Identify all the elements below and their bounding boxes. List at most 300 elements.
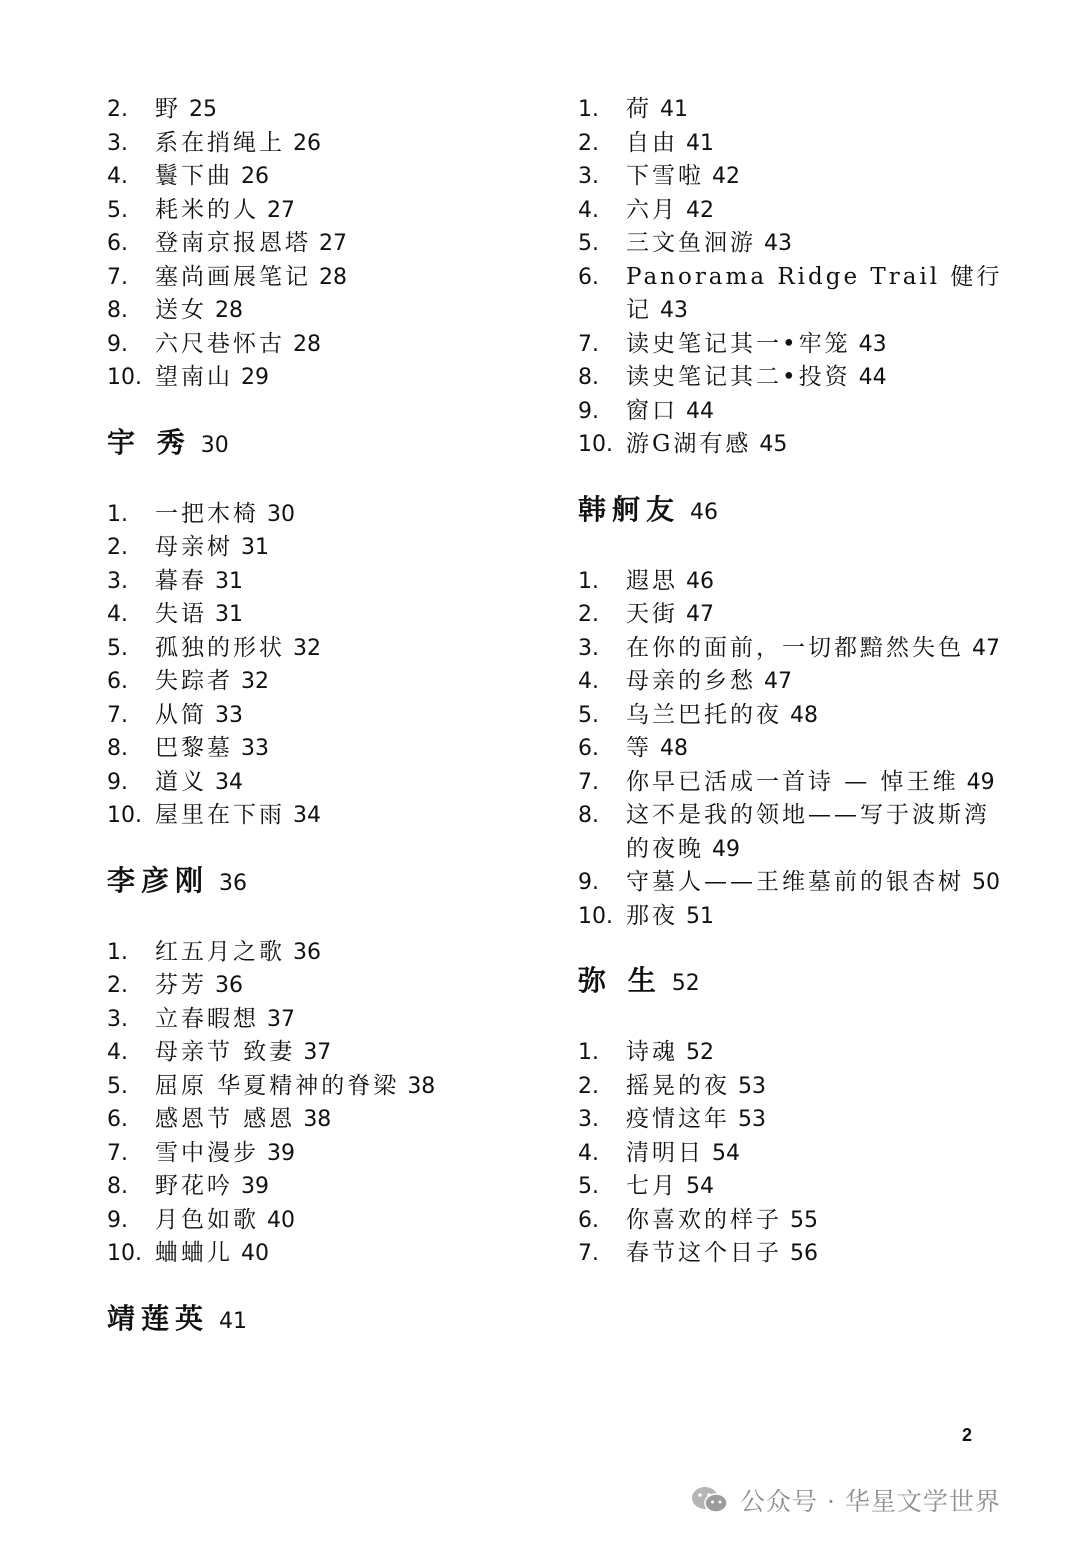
toc-entry [578,900,1008,934]
entry-number: 4. [107,164,128,189]
entry-title: 芬芳 [155,972,207,998]
entry-number: 9. [107,331,128,357]
toc-entry [578,1170,1008,1204]
entry-number: 6. [107,1107,128,1132]
entry-page-number: 49 [966,769,995,795]
entry-title: 守墓人——王维墓前的银杏树 [626,869,964,895]
entry-number: 2. [107,973,128,998]
entry-title-wrap [155,732,537,766]
entry-page-number: 27 [267,197,295,223]
entry-title: 登南京报恩塔 [155,230,311,256]
entry-number: 7. [578,769,599,795]
entry-title-wrap [626,1204,1008,1238]
entry-number: 4. [578,669,599,694]
toc-entry [107,598,537,632]
entry-page-number: 28 [319,264,347,290]
entry-title-wrap [626,328,1008,362]
entry-title-wrap [155,1003,537,1037]
entry-number: 3. [107,1006,128,1032]
entry-title: Panorama Ridge Trail 健行记 [626,263,1003,323]
entry-title-wrap [155,498,537,532]
entry-page-number: 33 [241,736,269,761]
toc-entry [107,1003,537,1037]
entry-title: 巴黎墓 [155,735,233,761]
entry-number: 1. [578,568,599,594]
author-name: 靖莲英 [107,1301,210,1335]
entry-title: 春节这个日子 [626,1240,782,1266]
entry-page-number: 33 [215,702,243,728]
entry-number: 5. [578,231,599,256]
entry-title: 系在捎绳上 [155,129,285,156]
entry-title-wrap [155,1103,537,1137]
entry-title: 母亲树 [155,534,233,560]
entry-title: 感恩节 感恩 [155,1106,296,1132]
section-heading [107,861,537,904]
entry-title-wrap [626,194,1008,228]
toc-entry [578,632,1008,666]
toc-entry [578,328,1008,362]
entry-page-number: 53 [738,1073,766,1099]
entry-title-wrap [626,799,1008,866]
entry-title: 下雪啦 [626,163,704,189]
entry-number: 9. [578,398,599,424]
toc-entry [578,361,1008,395]
toc-entry [107,227,537,261]
toc-entry [107,1137,537,1171]
entry-page-number: 25 [189,97,217,122]
entry-title: 读史笔记其一•牢笼 [626,330,851,357]
entry-page-number: 48 [660,736,688,761]
section-heading [578,490,1008,533]
entry-number: 2. [578,130,599,156]
entry-title: 从简 [155,701,207,728]
entry-number: 7. [578,331,599,357]
entry-page-number: 42 [686,197,714,223]
toc-entry [107,127,537,161]
entry-title-wrap [626,565,1008,599]
entry-page-number: 32 [293,635,321,661]
toc-entry [107,766,537,800]
entry-number: 10. [107,365,142,390]
watermark-text: 公众号 · 华星文学世界 [740,1487,1001,1516]
entry-title-wrap [626,598,1008,632]
entry-page-number: 43 [858,331,887,357]
entry-title-wrap [155,1036,537,1070]
entry-title: 疫情这年 [626,1106,730,1132]
entry-title-wrap [155,127,537,161]
toc-entry [578,1036,1008,1070]
entry-page-number: 31 [215,568,243,594]
entry-title: 蛐蛐儿 [155,1240,233,1266]
entry-number: 2. [578,602,599,627]
toc-entry [107,732,537,766]
entry-number: 4. [107,1040,128,1065]
toc-entry [107,969,537,1003]
entry-page-number: 30 [267,501,295,527]
toc-entry [107,1036,537,1070]
entry-title-wrap [626,1036,1008,1070]
entry-title-wrap [626,766,1008,800]
entry-title-wrap [155,766,537,800]
author-name: 韩舸友 [578,492,681,526]
entry-number: 5. [107,1073,128,1099]
section-page-number: 41 [219,1308,248,1334]
entry-page-number: 32 [241,669,269,694]
entry-number: 2. [107,97,128,122]
entry-number: 10. [107,803,142,828]
entry-title-wrap [155,361,537,395]
entry-page-number: 44 [858,365,887,390]
entry-page-number: 51 [686,903,714,929]
entry-title-wrap [155,1204,537,1238]
section-heading [107,423,537,466]
entry-title-wrap [155,194,537,228]
entry-page-number: 45 [759,432,788,457]
entry-page-number: 47 [686,602,714,627]
entry-page-number: 53 [738,1107,766,1132]
toc-entry [578,1137,1008,1171]
entry-page-number: 39 [241,1174,269,1199]
entry-title-wrap [155,598,537,632]
entry-number: 3. [107,568,128,594]
entry-page-number: 47 [972,635,1000,661]
toc-entry [578,93,1008,127]
section-page-number: 52 [671,971,700,996]
entry-title: 游G湖有感 [626,431,752,457]
entry-page-number: 50 [972,870,1000,895]
wechat-icon [690,1485,730,1515]
entry-number: 5. [578,1174,599,1199]
entry-title-wrap [626,261,1008,328]
entry-number: 2. [578,1073,599,1099]
section-heading [107,1299,537,1342]
entry-title-wrap [155,699,537,733]
entry-title: 孤独的形状 [155,634,285,661]
toc-entry [578,261,1008,328]
entry-title-wrap [155,1070,537,1104]
entry-title-wrap [626,866,1008,900]
section-page-number: 36 [219,870,248,896]
author-name: 宇 秀 [107,425,191,459]
entry-page-number: 40 [241,1241,269,1266]
entry-page-number: 41 [660,97,688,122]
entry-title-wrap [626,227,1008,261]
entry-title-wrap [626,361,1008,395]
entry-page-number: 28 [293,331,321,357]
entry-page-number: 36 [293,939,321,965]
entry-title-wrap [155,1170,537,1204]
entry-page-number: 46 [686,568,714,594]
toc-entry [107,1237,537,1271]
entry-title-wrap [155,969,537,1003]
entry-page-number: 34 [215,769,243,795]
toc-entry [578,428,1008,462]
entry-page-number: 37 [267,1006,295,1032]
entry-number: 6. [578,736,599,761]
toc-entry [107,1103,537,1137]
entry-page-number: 34 [293,803,321,828]
entry-title-wrap [626,699,1008,733]
entry-title: 红五月之歌 [155,938,285,965]
toc-entry [578,227,1008,261]
page-number: 2 [962,1425,973,1445]
entry-page-number: 38 [407,1073,436,1099]
toc-entry [107,261,537,295]
entry-number: 2. [107,535,128,560]
entry-title: 六尺巷怀古 [155,330,285,357]
entry-title-wrap [626,1070,1008,1104]
entry-title: 自由 [626,129,678,156]
toc-entry [107,93,537,127]
entry-title: 读史笔记其二•投资 [626,364,851,390]
toc-entry [578,1070,1008,1104]
entry-page-number: 49 [712,836,740,862]
entry-page-number: 29 [241,365,269,390]
entry-title-wrap [626,900,1008,934]
entry-title: 遐思 [626,567,678,594]
toc-entry [107,699,537,733]
entry-title: 暮春 [155,567,207,594]
entry-title-wrap [155,160,537,194]
entry-number: 6. [578,264,599,290]
entry-number: 8. [107,1174,128,1199]
entry-title-wrap [626,1237,1008,1271]
entry-title-wrap [155,93,537,127]
entry-title: 道义 [155,768,207,795]
section-page-number: 30 [200,432,229,458]
entry-title: 清明日 [626,1139,704,1166]
entry-title: 屋里在下雨 [155,802,285,828]
entry-title: 一把木椅 [155,500,259,527]
entry-number: 3. [578,635,599,661]
entry-page-number: 42 [712,164,740,189]
entry-title: 摇晃的夜 [626,1072,730,1099]
entry-title-wrap [626,632,1008,666]
entry-title: 母亲节 致妻 [155,1039,296,1065]
toc-entry [107,1070,537,1104]
entry-title: 失踪者 [155,668,233,694]
entry-number: 6. [107,231,128,256]
section-page-number: 46 [690,499,719,525]
toc-entry [107,194,537,228]
entry-title-wrap [626,1137,1008,1171]
entry-number: 4. [578,197,599,223]
toc-entry [107,936,537,970]
toc-entry [578,799,1008,866]
entry-title-wrap [626,1170,1008,1204]
entry-title: 送女 [155,297,207,323]
entry-title: 荷 [626,96,652,122]
author-name: 李彦刚 [107,863,210,897]
entry-title-wrap [626,93,1008,127]
entry-number: 7. [578,1241,599,1266]
toc-entry [107,799,537,833]
entry-title: 你早已活成一首诗 — 悼王维 [626,768,959,795]
entry-title-wrap [155,261,537,295]
entry-page-number: 56 [790,1241,818,1266]
entry-number: 8. [107,298,128,323]
entry-title: 耗米的人 [155,196,259,223]
toc-entry [578,160,1008,194]
entry-page-number: 38 [303,1107,332,1132]
entry-number: 7. [107,1140,128,1166]
entry-title: 三文鱼洄游 [626,230,756,256]
toc-entry [107,328,537,362]
entry-title: 鬟下曲 [155,163,233,189]
entry-number: 3. [578,1107,599,1132]
toc-entry [107,160,537,194]
toc-entry [578,1103,1008,1137]
entry-title-wrap [626,665,1008,699]
toc-entry [578,127,1008,161]
entry-title: 这不是我的领地——写于波斯湾的夜晚 [626,802,990,862]
entry-page-number: 40 [267,1207,295,1233]
entry-page-number: 44 [686,398,714,424]
entry-title: 立春暇想 [155,1005,259,1032]
entry-title-wrap [155,665,537,699]
entry-title: 等 [626,735,652,761]
entry-title-wrap [155,227,537,261]
entry-title-wrap [626,1103,1008,1137]
entry-number: 9. [578,870,599,895]
entry-page-number: 26 [241,164,269,189]
entry-title-wrap [155,1137,537,1171]
entry-title-wrap [155,565,537,599]
entry-title: 窗口 [626,397,678,424]
entry-title: 七月 [626,1173,678,1199]
entry-title: 六月 [626,196,678,223]
entry-page-number: 48 [790,702,818,728]
entry-number: 4. [578,1140,599,1166]
toc-entry [107,665,537,699]
toc-entry [578,699,1008,733]
entry-title: 那夜 [626,902,678,929]
toc-entry [578,565,1008,599]
entry-title-wrap [626,160,1008,194]
entry-number: 6. [107,669,128,694]
entry-title-wrap [155,936,537,970]
entry-number: 4. [107,602,128,627]
entry-title-wrap [626,395,1008,429]
entry-number: 10. [578,432,613,457]
toc-entry [578,766,1008,800]
toc-entry [578,1237,1008,1271]
entry-page-number: 31 [241,535,269,560]
toc-entry [578,1204,1008,1238]
toc-entry [107,361,537,395]
toc-left-column [107,93,537,1374]
entry-page-number: 43 [660,298,688,323]
entry-page-number: 54 [686,1174,714,1199]
entry-page-number: 27 [319,231,347,256]
entry-page-number: 26 [293,130,321,156]
entry-page-number: 55 [790,1207,818,1233]
toc-entry [578,395,1008,429]
entry-number: 1. [107,939,128,965]
entry-page-number: 31 [215,602,243,627]
entry-page-number: 47 [764,669,792,694]
entry-title-wrap [155,294,537,328]
entry-number: 1. [578,1040,599,1065]
entry-number: 5. [578,702,599,728]
entry-number: 3. [107,130,128,156]
entry-number: 10. [578,903,613,929]
entry-title: 野花吟 [155,1173,233,1199]
entry-number: 5. [107,635,128,661]
entry-page-number: 52 [686,1040,714,1065]
toc-entry [107,632,537,666]
entry-page-number: 36 [215,973,243,998]
entry-title: 乌兰巴托的夜 [626,701,782,728]
section-heading [578,961,1008,1004]
entry-title-wrap [155,531,537,565]
entry-title: 在你的面前，一切都黯然失色 [626,634,964,661]
entry-number: 8. [578,365,599,390]
toc-entry [578,732,1008,766]
entry-number: 3. [578,164,599,189]
entry-number: 9. [107,769,128,795]
entry-number: 5. [107,197,128,223]
toc-entry [107,498,537,532]
toc-entry [107,531,537,565]
entry-title: 望南山 [155,364,233,390]
entry-title-wrap [626,127,1008,161]
entry-number: 6. [578,1207,599,1233]
entry-number: 1. [107,501,128,527]
entry-title-wrap [155,632,537,666]
entry-number: 10. [107,1241,142,1266]
entry-title: 月色如歌 [155,1206,259,1233]
entry-title: 屈原 华夏精神的脊梁 [155,1072,400,1099]
author-name: 弥 生 [578,964,662,997]
toc-entry [107,1204,537,1238]
toc-entry [578,866,1008,900]
entry-page-number: 41 [686,130,714,156]
entry-title: 母亲的乡愁 [626,668,756,694]
entry-title: 诗魂 [626,1039,678,1065]
entry-page-number: 39 [267,1140,295,1166]
entry-page-number: 43 [764,231,792,256]
toc-entry [578,598,1008,632]
entry-title-wrap [626,732,1008,766]
entry-title-wrap [155,799,537,833]
entry-title-wrap [155,1237,537,1271]
entry-number: 7. [107,264,128,290]
entry-title-wrap [626,428,1008,462]
entry-title: 雪中漫步 [155,1139,259,1166]
toc-entry [578,665,1008,699]
entry-number: 9. [107,1207,128,1233]
entry-title: 你喜欢的样子 [626,1206,782,1233]
entry-page-number: 54 [712,1140,740,1166]
entry-number: 8. [578,803,599,828]
entry-page-number: 37 [303,1040,332,1065]
entry-title: 天街 [626,601,678,627]
toc-entry [107,294,537,328]
toc-entry [107,565,537,599]
entry-number: 8. [107,736,128,761]
toc-right-column [578,93,1008,1271]
entry-number: 7. [107,702,128,728]
entry-title: 野 [155,96,181,122]
toc-entry [107,1170,537,1204]
entry-title-wrap [155,328,537,362]
toc-entry [578,194,1008,228]
entry-title: 失语 [155,601,207,627]
entry-title: 塞尚画展笔记 [155,263,311,290]
entry-number: 1. [578,97,599,122]
watermark [690,1478,1001,1522]
